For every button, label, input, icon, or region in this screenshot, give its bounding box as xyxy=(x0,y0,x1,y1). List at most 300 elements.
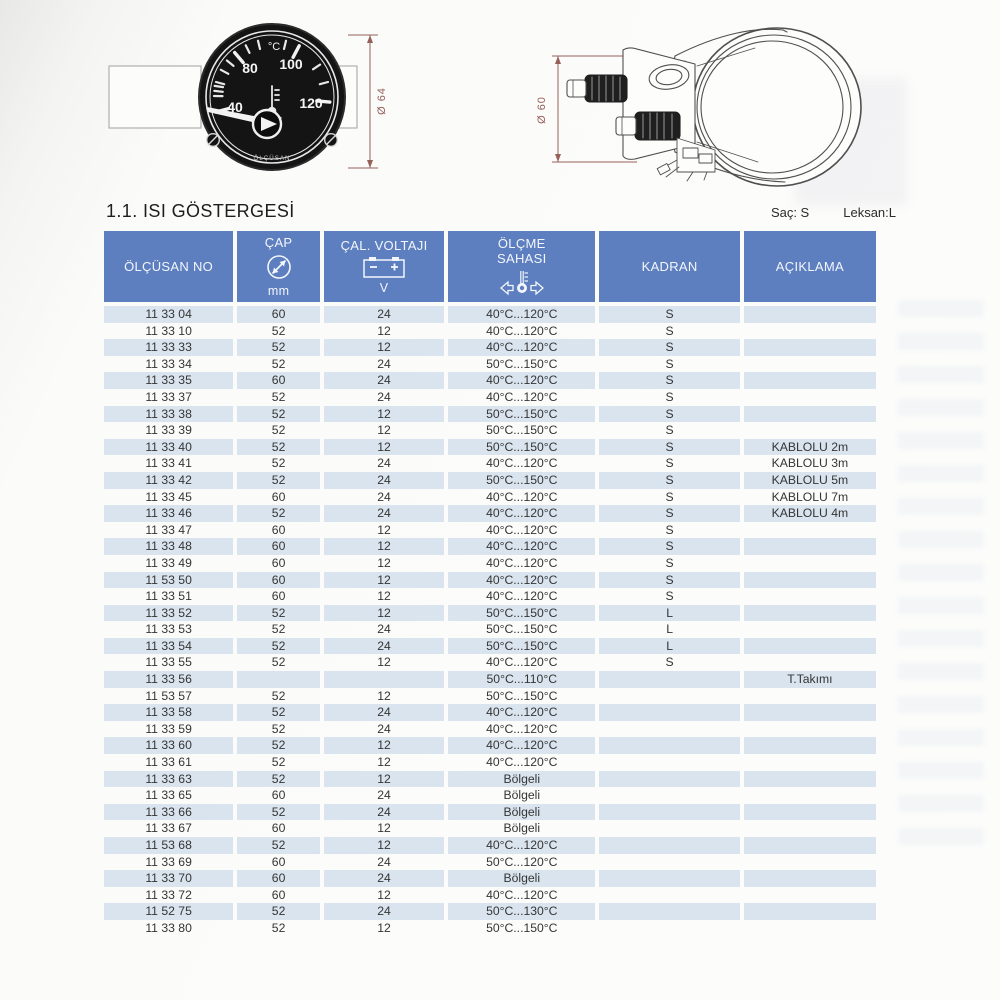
cell-olcme-sahasi: 50°C...130°C xyxy=(448,903,595,920)
cell-olcusan-no: 11 33 49 xyxy=(145,555,192,570)
cell-olcusan-no: 11 33 10 xyxy=(145,323,192,338)
cell-kadran xyxy=(599,771,739,788)
cell-olcusan-no: 11 33 47 xyxy=(145,522,192,537)
cell-cap: 52 xyxy=(237,704,320,721)
cell-olcusan-no: 11 33 37 xyxy=(145,389,192,404)
cell-cap: 60 xyxy=(271,821,286,836)
table-row xyxy=(104,538,876,555)
cell-olcme-sahasi: Bölgeli xyxy=(503,788,541,803)
gauge-scale-100: 100 xyxy=(279,56,303,72)
cell-voltaj: 24 xyxy=(324,804,444,821)
cell-olcusan-no: 11 33 63 xyxy=(104,771,233,788)
cell-voltaj: 12 xyxy=(377,755,391,770)
cell-voltaj: 12 xyxy=(377,589,391,604)
cell-cap: 52 xyxy=(271,456,286,471)
table-row xyxy=(104,605,876,622)
leksan-label: Leksan:L xyxy=(843,205,896,220)
table-row xyxy=(104,406,876,423)
cell-cap: 60 xyxy=(271,489,286,504)
header-olcusan-no xyxy=(104,231,233,302)
cell-kadran xyxy=(599,820,739,837)
table-row xyxy=(104,837,876,854)
cell-olcusan-no: 11 33 33 xyxy=(104,339,233,356)
cell-olcme-sahasi: 50°C...150°C xyxy=(486,356,558,371)
cell-voltaj: 24 xyxy=(377,622,391,637)
cell-aciklama xyxy=(744,389,876,406)
cell-kadran xyxy=(599,721,739,738)
cell-cap: 60 xyxy=(237,870,320,887)
cell-olcusan-no: 11 53 68 xyxy=(104,837,233,854)
table-row xyxy=(104,522,876,539)
cell-cap: 60 xyxy=(271,887,286,902)
cell-aciklama xyxy=(744,920,876,937)
scan-ghosting xyxy=(898,300,984,860)
cell-olcme-sahasi: 40°C...120°C xyxy=(486,489,558,504)
cell-aciklama xyxy=(744,339,876,356)
cell-aciklama xyxy=(744,787,876,804)
cell-olcusan-no: 11 33 58 xyxy=(104,704,233,721)
cell-voltaj: 24 xyxy=(324,704,444,721)
cell-kadran: S xyxy=(665,423,674,438)
cell-aciklama xyxy=(744,555,876,572)
cell-olcusan-no: 11 33 04 xyxy=(104,306,233,323)
cell-kadran: S xyxy=(599,538,739,555)
cell-cap: 52 xyxy=(237,339,320,356)
header-kadran-label: KADRAN xyxy=(641,259,698,274)
cell-olcme-sahasi: 40°C...120°C xyxy=(486,589,558,604)
gauge-dial xyxy=(199,24,345,170)
cell-olcusan-no: 11 33 59 xyxy=(145,721,192,736)
cell-aciklama xyxy=(744,688,876,705)
cell-cap: 60 xyxy=(237,372,320,389)
cell-kadran: S xyxy=(665,655,674,670)
dimension-label-64: Ø 64 xyxy=(376,87,388,115)
cell-cap: 52 xyxy=(237,737,320,754)
table-row xyxy=(104,572,876,589)
cell-cap: 52 xyxy=(237,804,320,821)
cell-voltaj: 24 xyxy=(377,788,391,803)
cell-olcusan-no: 11 33 65 xyxy=(145,788,192,803)
cell-kadran xyxy=(599,737,739,754)
cell-aciklama xyxy=(744,870,876,887)
cell-aciklama xyxy=(744,854,876,871)
dimension-label-60: Ø 60 xyxy=(536,96,548,124)
cell-cap: 52 xyxy=(271,389,286,404)
cell-olcme-sahasi: 50°C...150°C xyxy=(448,638,595,655)
header-aciklama-label: AÇIKLAMA xyxy=(775,259,844,274)
cell-olcusan-no: 11 33 80 xyxy=(145,920,192,935)
cell-voltaj: 12 xyxy=(377,555,391,570)
section-title: 1.1. ISI GÖSTERGESİ xyxy=(106,201,295,221)
cell-olcme-sahasi: Bölgeli xyxy=(503,821,541,836)
cell-kadran: S xyxy=(665,356,674,371)
threaded-stud xyxy=(567,75,627,102)
cell-aciklama: KABLOLU 2m xyxy=(744,439,876,456)
cell-kadran: S xyxy=(599,472,739,489)
cell-olcme-sahasi: 40°C...120°C xyxy=(448,737,595,754)
table-row xyxy=(104,555,876,572)
cell-olcusan-no: 11 33 34 xyxy=(145,356,192,371)
table-row xyxy=(104,721,876,738)
cell-kadran xyxy=(599,903,739,920)
material-legend xyxy=(771,205,896,220)
cell-olcusan-no: 11 53 57 xyxy=(145,688,192,703)
cell-cap: 60 xyxy=(271,555,286,570)
cell-cap: 52 xyxy=(237,406,320,423)
cell-olcusan-no: 11 33 40 xyxy=(104,439,233,456)
cell-cap: 60 xyxy=(271,522,286,537)
cell-kadran: S xyxy=(599,439,739,456)
cell-olcusan-no: 11 33 53 xyxy=(145,622,192,637)
cell-aciklama xyxy=(744,887,876,904)
cell-olcme-sahasi: 50°C...150°C xyxy=(448,406,595,423)
cell-aciklama xyxy=(744,323,876,340)
cell-cap: 52 xyxy=(237,472,320,489)
cell-olcme-sahasi: 50°C...110°C xyxy=(448,671,595,688)
cell-olcme-sahasi: 40°C...120°C xyxy=(448,505,595,522)
table-row xyxy=(104,306,876,323)
cell-voltaj: 24 xyxy=(377,389,391,404)
cell-cap: 60 xyxy=(237,306,320,323)
cell-aciklama xyxy=(744,903,876,920)
cell-olcme-sahasi: 40°C...120°C xyxy=(486,655,558,670)
cell-olcme-sahasi: Bölgeli xyxy=(448,870,595,887)
cell-aciklama xyxy=(744,372,876,389)
gauge-rear-drawing xyxy=(525,20,870,190)
cell-kadran: S xyxy=(599,339,739,356)
cell-olcusan-no: 11 33 38 xyxy=(104,406,233,423)
cell-olcusan-no: 11 33 70 xyxy=(104,870,233,887)
table-row xyxy=(104,787,876,804)
cell-voltaj: 24 xyxy=(324,472,444,489)
cell-kadran xyxy=(599,837,739,854)
cell-aciklama xyxy=(744,406,876,423)
cell-olcme-sahasi: 50°C...150°C xyxy=(448,439,595,456)
cell-voltaj: 12 xyxy=(377,887,391,902)
table-row xyxy=(104,654,876,671)
cell-olcme-sahasi: 40°C...120°C xyxy=(486,389,558,404)
cell-cap: 52 xyxy=(237,505,320,522)
gauge-unit-label: °C xyxy=(267,41,281,53)
cell-cap: 60 xyxy=(271,788,286,803)
cell-aciklama xyxy=(744,704,876,721)
cell-aciklama xyxy=(744,638,876,655)
cell-voltaj: 24 xyxy=(324,638,444,655)
cell-cap: 60 xyxy=(271,589,286,604)
cell-cap xyxy=(237,671,320,688)
table-row xyxy=(104,704,876,721)
cell-olcme-sahasi: 50°C...120°C xyxy=(486,854,558,869)
cell-voltaj: 12 xyxy=(324,439,444,456)
cell-kadran: L xyxy=(666,622,673,637)
cell-voltaj: 24 xyxy=(324,306,444,323)
cell-cap: 52 xyxy=(271,655,286,670)
table-row xyxy=(104,737,876,754)
cell-voltaj: 12 xyxy=(377,323,391,338)
gauge-scale-120: 120 xyxy=(299,95,323,111)
table-row xyxy=(104,422,876,439)
cell-olcusan-no: 11 33 55 xyxy=(145,655,192,670)
cell-voltaj: 12 xyxy=(324,837,444,854)
cell-olcusan-no: 11 33 52 xyxy=(104,605,233,622)
cell-kadran xyxy=(599,787,739,804)
cell-kadran: S xyxy=(665,589,674,604)
cell-aciklama xyxy=(744,721,876,738)
cell-olcme-sahasi: Bölgeli xyxy=(448,804,595,821)
cell-voltaj: 24 xyxy=(377,356,391,371)
cell-voltaj: 24 xyxy=(377,721,391,736)
cell-olcme-sahasi: 50°C...150°C xyxy=(486,688,558,703)
cell-cap: 52 xyxy=(237,771,320,788)
cell-olcme-sahasi: 40°C...120°C xyxy=(448,339,595,356)
cell-cap: 52 xyxy=(237,903,320,920)
header-sahasi-label: SAHASI xyxy=(497,250,547,266)
cell-olcme-sahasi: 40°C...120°C xyxy=(486,755,558,770)
cell-kadran: S xyxy=(599,306,739,323)
cell-voltaj: 24 xyxy=(324,372,444,389)
cell-aciklama xyxy=(744,654,876,671)
cell-olcme-sahasi: 40°C...120°C xyxy=(448,572,595,589)
cell-kadran: L xyxy=(599,638,739,655)
cell-cap: 60 xyxy=(237,538,320,555)
table-row xyxy=(104,389,876,406)
cell-voltaj: 24 xyxy=(324,903,444,920)
cell-aciklama: KABLOLU 5m xyxy=(744,472,876,489)
cell-aciklama xyxy=(744,422,876,439)
cell-voltaj: 24 xyxy=(377,489,391,504)
header-cal-voltaji-label: ÇAL. VOLTAJI xyxy=(340,237,428,253)
cell-aciklama xyxy=(744,737,876,754)
cell-olcusan-no: 11 33 54 xyxy=(104,638,233,655)
cell-olcme-sahasi: 50°C...150°C xyxy=(486,622,558,637)
cell-olcusan-no: 11 33 61 xyxy=(145,755,192,770)
table-row xyxy=(104,372,876,389)
cell-olcusan-no: 11 33 72 xyxy=(145,887,192,902)
cell-cap: 52 xyxy=(271,423,286,438)
table-row xyxy=(104,688,876,705)
cell-olcme-sahasi: 50°C...150°C xyxy=(448,472,595,489)
table-row xyxy=(104,339,876,356)
cell-kadran: S xyxy=(665,456,674,471)
cell-voltaj: 12 xyxy=(324,771,444,788)
cell-aciklama xyxy=(744,804,876,821)
cell-cap: 52 xyxy=(271,688,286,703)
table-row xyxy=(104,820,876,837)
cell-olcusan-no: 11 33 67 xyxy=(145,821,192,836)
cell-cap: 60 xyxy=(271,854,286,869)
cell-cap: 52 xyxy=(271,323,286,338)
spec-table xyxy=(104,231,876,937)
cell-voltaj xyxy=(324,671,444,688)
cell-aciklama: KABLOLU 7m xyxy=(771,489,849,504)
cell-kadran: S xyxy=(665,522,674,537)
cell-kadran: S xyxy=(599,572,739,589)
diameter-icon xyxy=(264,252,294,282)
header-olcusan-no-label: ÖLÇÜSAN NO xyxy=(124,259,214,274)
cell-olcusan-no: 11 33 39 xyxy=(145,423,192,438)
table-row xyxy=(104,920,876,937)
thermometer-range-icon xyxy=(499,268,545,296)
cell-aciklama: KABLOLU 3m xyxy=(771,456,849,471)
cell-olcme-sahasi: 40°C...120°C xyxy=(448,372,595,389)
cell-olcme-sahasi: Bölgeli xyxy=(448,771,595,788)
sac-label: Saç: S xyxy=(770,205,810,220)
cell-kadran: S xyxy=(665,555,674,570)
gauge-left-tab xyxy=(109,66,201,128)
gauge-front-drawing xyxy=(95,12,395,192)
cell-aciklama xyxy=(744,754,876,771)
table-row xyxy=(104,356,876,373)
cell-olcme-sahasi: 40°C...120°C xyxy=(448,306,595,323)
cell-cap: 52 xyxy=(271,920,286,935)
cell-aciklama: T.Takımı xyxy=(744,671,876,688)
cell-kadran: S xyxy=(665,323,674,338)
table-row xyxy=(104,439,876,456)
gauge-brand-text: ÖLÇÜSAN xyxy=(253,155,291,162)
cell-voltaj: 24 xyxy=(324,505,444,522)
cell-kadran: S xyxy=(599,406,739,423)
cell-kadran: L xyxy=(599,605,739,622)
cell-olcusan-no: 11 33 51 xyxy=(145,589,192,604)
cell-olcusan-no: 11 33 46 xyxy=(104,505,233,522)
header-cal-voltaji-unit: V xyxy=(379,280,389,295)
cell-olcme-sahasi: 40°C...120°C xyxy=(448,704,595,721)
cell-olcme-sahasi: 40°C...120°C xyxy=(486,323,558,338)
cell-olcme-sahasi: 40°C...120°C xyxy=(486,887,558,902)
cell-kadran xyxy=(599,704,739,721)
cell-olcme-sahasi: 40°C...120°C xyxy=(486,721,558,736)
cell-voltaj: 12 xyxy=(324,339,444,356)
cell-kadran: S xyxy=(665,489,674,504)
cell-kadran xyxy=(599,804,739,821)
battery-icon xyxy=(360,255,408,279)
cell-aciklama xyxy=(744,306,876,323)
cell-voltaj: 12 xyxy=(324,406,444,423)
table-row xyxy=(104,771,876,788)
cell-kadran: S xyxy=(665,389,674,404)
table-row xyxy=(104,854,876,871)
cell-aciklama xyxy=(744,356,876,373)
cell-cap: 52 xyxy=(271,721,286,736)
cell-aciklama xyxy=(744,572,876,589)
cell-cap: 52 xyxy=(237,605,320,622)
table-row xyxy=(104,870,876,887)
gauge-needle-hub xyxy=(253,110,281,138)
cell-aciklama xyxy=(744,621,876,638)
header-olcme-sahasi xyxy=(448,231,595,302)
cell-voltaj: 12 xyxy=(377,920,391,935)
cell-kadran: S xyxy=(599,372,739,389)
cell-olcusan-no: 11 33 41 xyxy=(145,456,192,471)
cell-kadran xyxy=(599,870,739,887)
gauge-scale-80: 80 xyxy=(242,60,258,76)
header-cap-unit: mm xyxy=(267,283,290,298)
cell-olcusan-no: 11 33 48 xyxy=(104,538,233,555)
cell-aciklama xyxy=(744,820,876,837)
cell-olcusan-no: 11 33 66 xyxy=(104,804,233,821)
cell-cap: 52 xyxy=(237,439,320,456)
table-row xyxy=(104,621,876,638)
cell-olcusan-no: 11 33 45 xyxy=(145,489,192,504)
table-row xyxy=(104,323,876,340)
cell-olcme-sahasi: 40°C...120°C xyxy=(448,538,595,555)
cell-olcusan-no: 11 33 35 xyxy=(104,372,233,389)
cell-cap: 52 xyxy=(271,356,286,371)
table-row xyxy=(104,638,876,655)
cell-aciklama xyxy=(744,605,876,622)
cell-voltaj: 24 xyxy=(324,870,444,887)
table-row xyxy=(104,472,876,489)
table-row xyxy=(104,887,876,904)
cell-cap: 52 xyxy=(237,837,320,854)
table-row xyxy=(104,671,876,688)
cell-aciklama xyxy=(744,771,876,788)
cell-voltaj: 12 xyxy=(377,821,391,836)
cell-cap: 52 xyxy=(271,622,286,637)
table-row xyxy=(104,455,876,472)
cell-olcme-sahasi: 40°C...120°C xyxy=(486,555,558,570)
cell-kadran xyxy=(599,887,739,904)
cell-olcme-sahasi: 40°C...120°C xyxy=(486,456,558,471)
cell-cap: 52 xyxy=(271,755,286,770)
cell-voltaj: 12 xyxy=(324,605,444,622)
cell-olcusan-no: 11 52 75 xyxy=(104,903,233,920)
cell-olcme-sahasi: 50°C...150°C xyxy=(486,423,558,438)
cell-aciklama xyxy=(744,522,876,539)
header-cap-label: ÇAP xyxy=(264,234,293,250)
table-row xyxy=(104,754,876,771)
header-olcme-label: ÖLÇME xyxy=(497,235,546,251)
screw-icon xyxy=(325,134,338,147)
cell-olcusan-no: 11 33 56 xyxy=(104,671,233,688)
table-row xyxy=(104,489,876,506)
table-row xyxy=(104,804,876,821)
table-row xyxy=(104,588,876,605)
cell-aciklama xyxy=(744,588,876,605)
cell-kadran xyxy=(599,920,739,937)
cell-voltaj: 12 xyxy=(324,737,444,754)
cell-kadran: S xyxy=(599,505,739,522)
cell-cap: 52 xyxy=(237,638,320,655)
cell-aciklama xyxy=(744,538,876,555)
cell-voltaj: 12 xyxy=(377,655,391,670)
cell-olcme-sahasi: 50°C...150°C xyxy=(448,605,595,622)
table-body xyxy=(104,306,876,937)
header-cal-voltaji xyxy=(324,231,444,302)
cell-kadran xyxy=(599,688,739,705)
cell-kadran xyxy=(599,671,739,688)
table-row xyxy=(104,903,876,920)
cell-olcusan-no: 11 33 42 xyxy=(104,472,233,489)
header-kadran xyxy=(599,231,739,302)
table-header xyxy=(104,231,876,302)
header-cap xyxy=(237,231,320,302)
cell-aciklama xyxy=(744,837,876,854)
cell-olcusan-no: 11 53 50 xyxy=(104,572,233,589)
cell-voltaj: 24 xyxy=(377,456,391,471)
table-row xyxy=(104,505,876,522)
cell-voltaj: 12 xyxy=(377,688,391,703)
cell-olcusan-no: 11 33 60 xyxy=(104,737,233,754)
cell-voltaj: 24 xyxy=(377,854,391,869)
cell-aciklama: KABLOLU 4m xyxy=(744,505,876,522)
cell-olcme-sahasi: 40°C...120°C xyxy=(486,522,558,537)
cell-voltaj: 12 xyxy=(324,572,444,589)
screw-icon xyxy=(207,134,220,147)
cell-kadran xyxy=(599,854,739,871)
gauge-scale-40: 40 xyxy=(227,99,243,115)
cell-kadran xyxy=(599,754,739,771)
